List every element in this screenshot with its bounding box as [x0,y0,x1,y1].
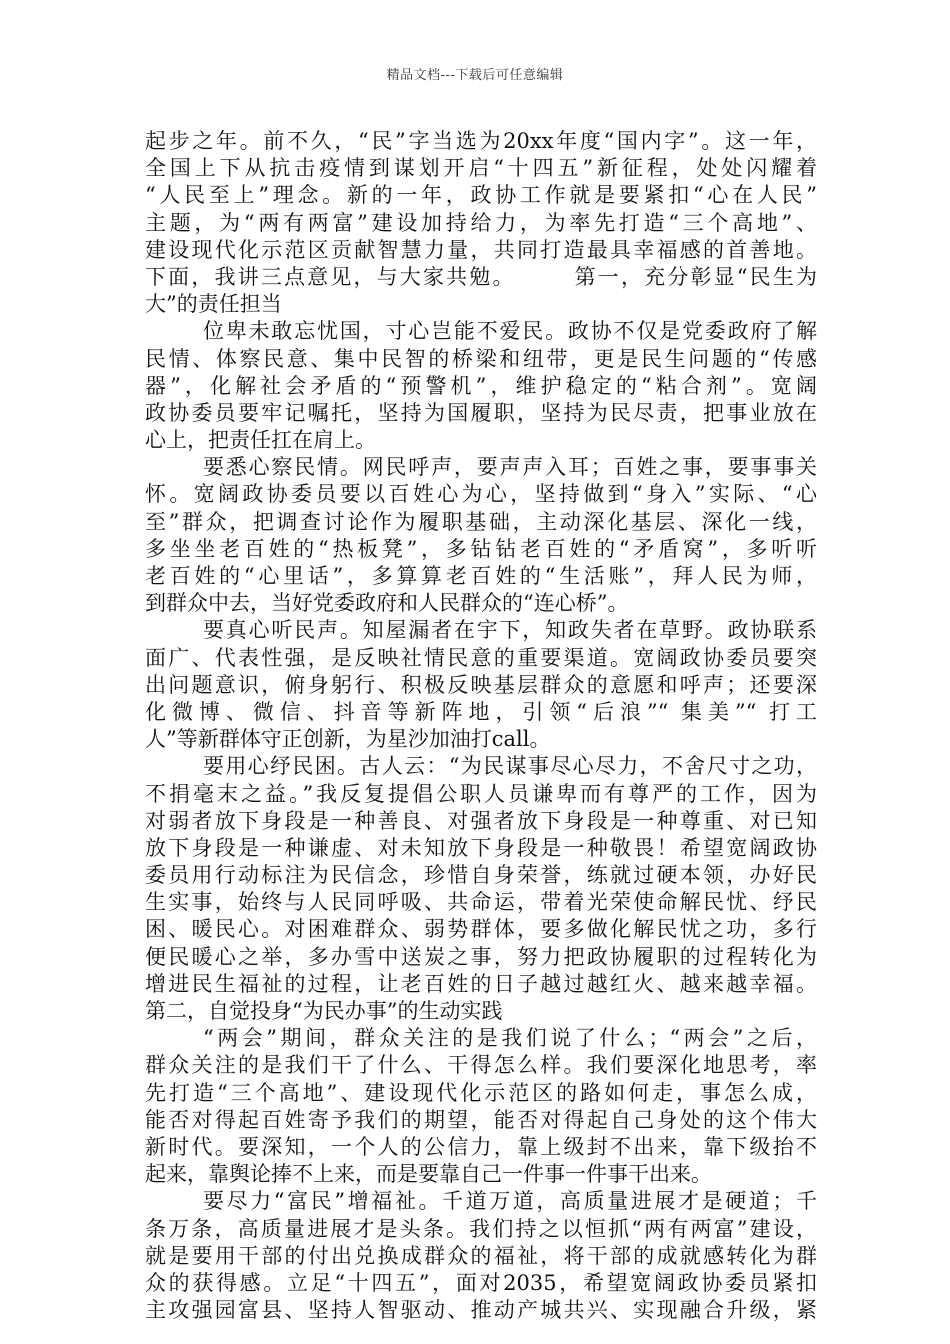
text-line: 至”群众，把调查讨论作为履职基础，主动深化基层、深化一线， [145,509,817,534]
text-line: 众的获得感。立足“十四五”，面对2035，希望宽阔政协委员紧扣 [145,1270,817,1295]
text-line: 不捐毫末之益。”我反复提倡公职人员谦卑而有尊严的工作，因为 [145,781,817,806]
text-line: 民情、体察民意、集中民智的桥梁和纽带，更是民生问题的“传感 [145,346,817,371]
text-line: 到群众中去，当好党委政府和人民群众的“连心桥”。 [145,591,629,616]
text-line: 起步之年。前不久，“民”字当选为20xx年度“国内字”。这一年， [145,129,817,153]
text-line: 全国上下从抗击疫情到谋划开启“十四五”新征程，处处闪耀着 [145,156,817,181]
document-body [145,128,817,1324]
text-line: 心上，把责任扛在肩上。 [145,428,376,453]
text-line: 条万条，高质量进展才是头条。我们持之以恒抓“两有两富”建设， [145,1216,817,1241]
text-line: 多坐坐老百姓的“热板凳”，多钻钻老百姓的“矛盾窝”，多听听 [145,536,817,561]
text-line: “人民至上”理念。新的一年，政协工作就是要紧扣“心在人民” [145,183,817,208]
text-line: 出问题意识，俯身躬行、积极反映基层群众的意愿和呼声；还要深 [145,672,817,697]
paragraph-first-line: 要尽力“富民”增福祉。千道万道，高质量进展才是硬道；千 [203,1189,817,1214]
text-line: 新时代。要深知，一个人的公信力，靠上级封不出来，靠下级抬不 [145,1134,817,1159]
text-line: 下面，我讲三点意见，与大家共勉。 第一，充分彰显“民生为 [145,264,817,289]
section-heading: 第二，自觉投身“为民办事”的生动实践 [145,999,503,1023]
text-line: 化微博、微信、抖音等新阵地，引领“后浪”“ 集美”“ 打工 [145,699,817,724]
text-line: 政协委员要牢记嘱托，坚持为国履职，坚持为民尽责，把事业放在 [145,400,817,425]
text-line: 放下身段是一种谦虚、对未知放下身段是一种敬畏！希望宽阔政协 [145,835,817,860]
paragraph-first-line: 要真心听民声。知屋漏者在宇下，知政失者在草野。政协联系 [203,618,817,643]
text-line: 起来，靠舆论捧不上来，而是要靠自己一件事一件事干出来。 [145,1162,712,1187]
text-line: 建设现代化示范区贡献智慧力量，共同打造最具幸福感的首善地。 [145,237,817,262]
text-line: 就是要用干部的付出兑换成群众的福祉，将干部的成就感转化为群 [145,1243,817,1268]
text-line: 大”的责任担当 [145,292,282,317]
text-line: 增进民生福祉的过程，让老百姓的日子越过越红火、越来越幸福。 [145,971,817,996]
text-line: 主攻强园富县、坚持人智驱动、推动产城共兴、实现融合升级，紧 [145,1298,817,1323]
text-line: 怀。宽阔政协委员要以百姓心为心，坚持做到“身入”实际、“心 [145,482,817,507]
text-line: 委员用行动标注为民信念，珍惜自身荣誉，练就过硬本领，办好民 [145,863,817,888]
text-line: 器”，化解社会矛盾的“预警机”，维护稳定的“粘合剂”。宽阔 [145,373,817,398]
text-line: 群众关注的是我们干了什么、干得怎么样。我们要深化地思考，率 [145,1053,817,1078]
text-line: 便民暖心之举，多办雪中送炭之事，努力把政协履职的过程转化为 [145,944,817,969]
paragraph-first-line: 要悉心察民情。网民呼声，要声声入耳；百姓之事，要事事关 [203,455,817,480]
text-line: 老百姓的“心里话”，多算算老百姓的“生活账”，拜人民为师， [145,564,817,588]
text-line: 先打造“三个高地”、建设现代化示范区的路如何走，事怎么成， [145,1080,817,1105]
text-line: 对弱者放下身段是一种善良、对强者放下身段是一种尊重、对已知 [145,808,817,833]
text-line: 能否对得起百姓寄予我们的期望，能否对得起自己身处的这个伟大 [145,1107,817,1132]
text-line: 面广、代表性强，是反映社情民意的重要渠道。宽阔政协委员要突 [145,645,817,670]
paragraph-first-line: 要用心纾民困。古人云：“为民谋事尽心尽力，不舍尺寸之功， [203,754,817,779]
page-header: 精品文档---下载后可任意编辑 [386,68,564,83]
text-line: 主题，为“两有两富”建设加持给力，为率先打造“三个高地”、 [145,210,817,235]
text-line: 人”等新群体守正创新，为星沙加油打call。 [145,727,551,752]
text-line: 困、暖民心。对困难群众、弱势群体，要多做化解民忧之功，多行 [145,917,817,942]
paragraph-first-line: 位卑未敢忘忧国，寸心岂能不爱民。政协不仅是党委政府了解 [203,319,817,344]
text-line: 生实事，始终与人民同呼吸、共命运，带着光荣使命解民忧、纾民 [145,890,817,915]
paragraph-first-line: “两会”期间，群众关注的是我们说了什么；“两会”之后， [203,1026,817,1051]
